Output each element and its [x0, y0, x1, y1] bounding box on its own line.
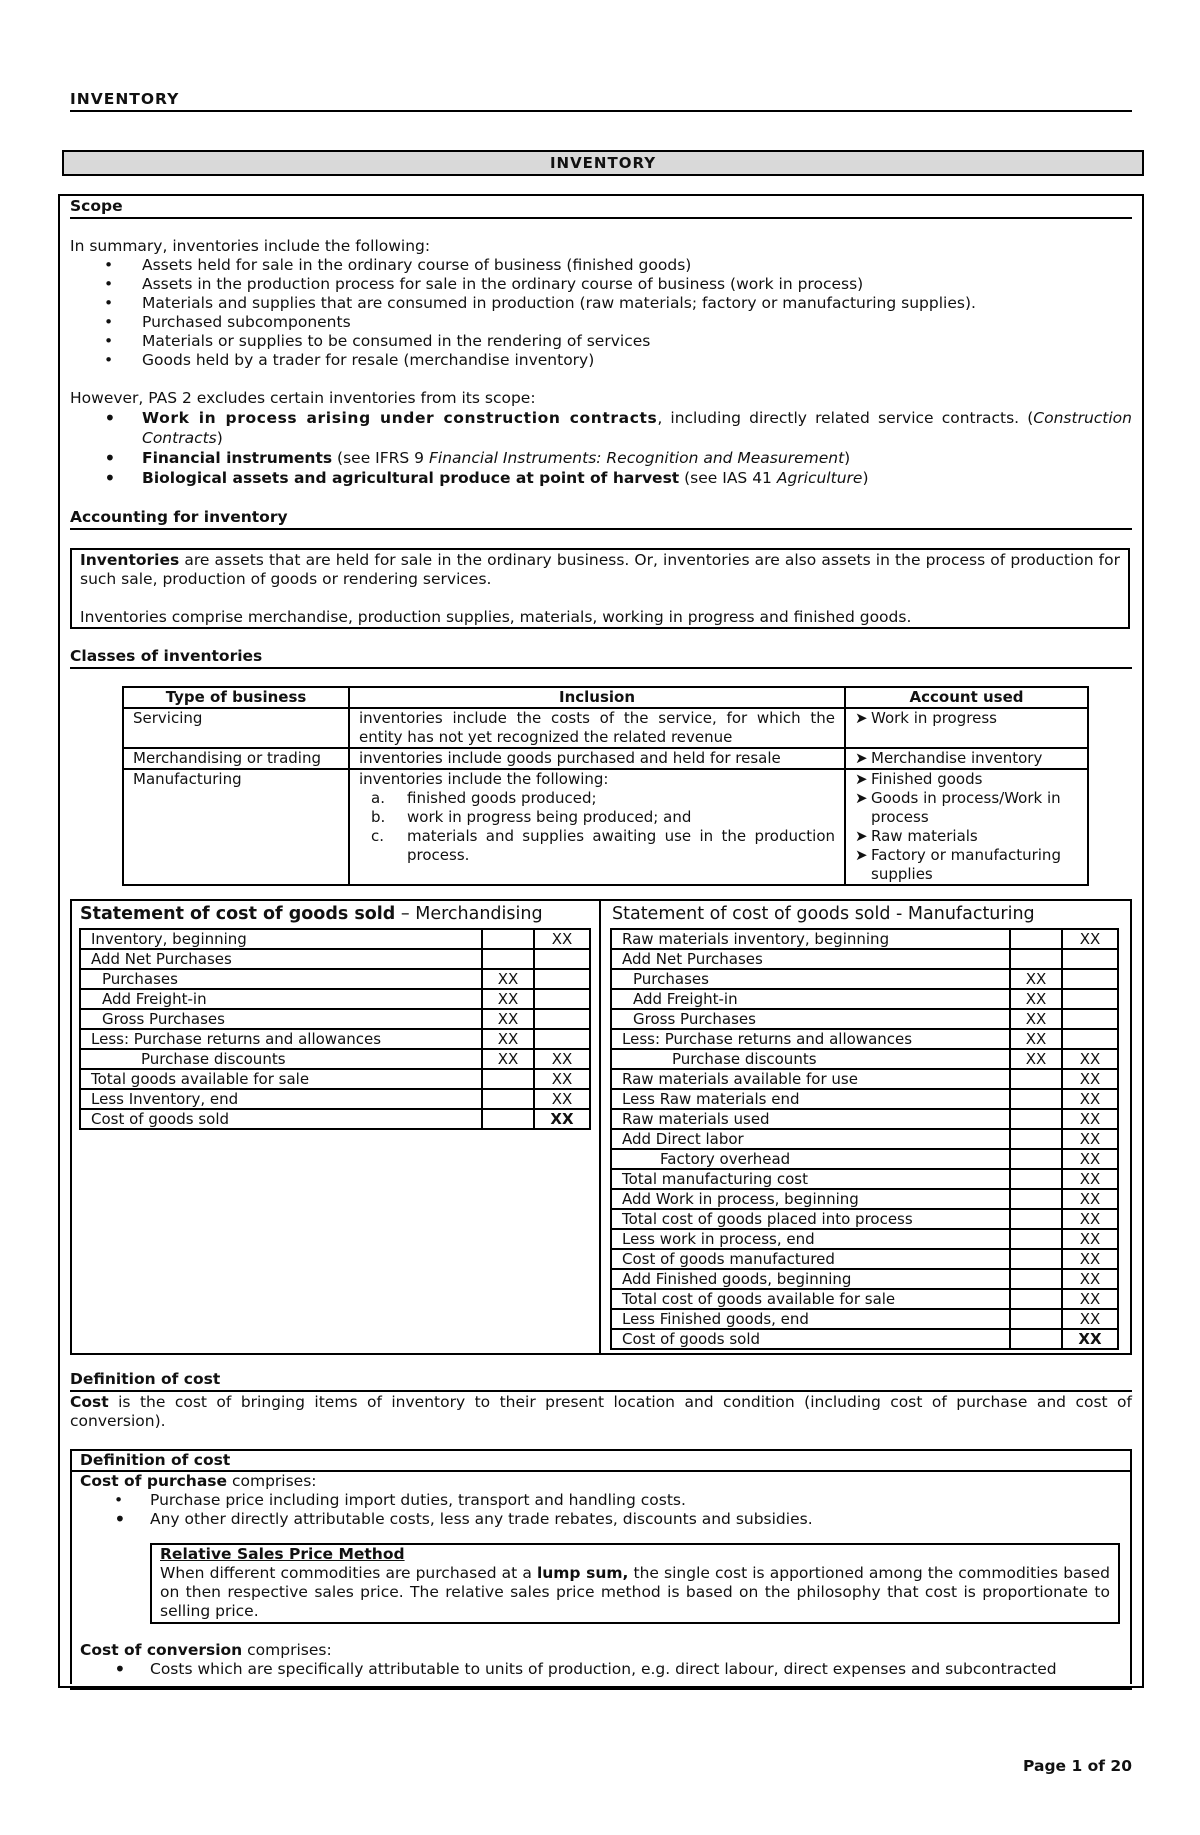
table-row: [80, 1069, 590, 1089]
total-cell: XX: [1062, 1129, 1118, 1149]
inclusion-list: [359, 789, 835, 865]
inclusion-cell: inventories include the costs of the service, for which the entity has not yet recognized the related revenue: [349, 708, 845, 748]
line-label: Cost of goods sold: [611, 1329, 1010, 1349]
amount-cell: XX: [482, 1009, 534, 1029]
cost-def-box-heading: Definition of cost: [72, 1451, 1130, 1472]
line-label: Raw materials used: [611, 1109, 1010, 1129]
classes-section: [70, 647, 1132, 669]
total-cell: XX: [1062, 1229, 1118, 1249]
type-cell: Servicing: [123, 708, 349, 748]
cost-def-heading: Definition of cost: [70, 1370, 221, 1388]
account-cell: ➤ Finished goods ➤ Goods in process/Work in process ➤ Raw materials ➤ Factory or manufacturing supplies: [845, 769, 1088, 885]
table-row: [611, 1249, 1118, 1269]
table-row: [611, 1109, 1118, 1129]
amount-cell: XX: [482, 1029, 534, 1049]
scope-intro: In summary, inventories include the following:: [70, 237, 431, 255]
line-label: Less Inventory, end: [80, 1089, 482, 1109]
bullet-icon: •: [104, 446, 116, 470]
line-label: Gross Purchases: [611, 1009, 1010, 1029]
amount-cell: XX: [1010, 1029, 1062, 1049]
type-cell: Manufacturing: [123, 769, 349, 885]
total-cell: XX: [1062, 1109, 1118, 1129]
table-row: [611, 1269, 1118, 1289]
column-header: Type of business: [123, 687, 349, 708]
table-row: [611, 969, 1118, 989]
line-label: Raw materials inventory, beginning: [611, 929, 1010, 949]
rsp-text: When different commodities are purchased at a lump sum, the single cost is apportioned among the commodities based on then respective sales price. The relative sales price method is based on the philosophy that cost is proportionate to selling price.: [160, 1564, 1110, 1620]
line-label: Add Freight-in: [80, 989, 482, 1009]
total-cell: [534, 1009, 590, 1029]
line-label: Add Net Purchases: [80, 949, 482, 969]
cost-def-section: [70, 1370, 1132, 1431]
table-row: [80, 1109, 590, 1129]
column-header: Account used: [845, 687, 1088, 708]
list-item: • Purchase price including import duties, transport and handling costs.: [114, 1491, 686, 1509]
table-row: [611, 929, 1118, 949]
amount-cell: XX: [1010, 969, 1062, 989]
accounting-rule: [70, 528, 1132, 530]
scope-exclusion-intro: However, PAS 2 excludes certain inventories from its scope:: [70, 389, 536, 407]
amount-cell: [482, 1089, 534, 1109]
amount-cell: [1010, 1269, 1062, 1289]
line-label: Cost of goods manufactured: [611, 1249, 1010, 1269]
cost-def-box: [70, 1449, 1132, 1684]
arrow-icon: ➤: [855, 770, 868, 788]
cogs-manuf-title: Statement of cost of goods sold - Manufacturing: [612, 904, 1035, 924]
conversion-list: [80, 1660, 1122, 1679]
line-label: Add Finished goods, beginning: [611, 1269, 1010, 1289]
table-row: [80, 1089, 590, 1109]
table-row: [80, 989, 590, 1009]
line-label: Gross Purchases: [80, 1009, 482, 1029]
page-title: INVENTORY: [62, 150, 1144, 176]
amount-cell: [482, 1109, 534, 1129]
list-item: • Financial instruments (see IFRS 9 Financial Instruments: Recognition and Measurement): [104, 446, 851, 470]
arrow-icon: ➤: [855, 846, 868, 864]
total-cell: XX: [1062, 1249, 1118, 1269]
amount-cell: [1010, 1089, 1062, 1109]
line-label: Less Finished goods, end: [611, 1309, 1010, 1329]
scope-heading: Scope: [70, 197, 123, 215]
list-item: • Any other directly attributable costs, less any trade rebates, discounts and subsidies.: [114, 1507, 813, 1531]
amount-cell: [1010, 1229, 1062, 1249]
amount-cell: [1010, 1329, 1062, 1349]
list-item: • Assets in the production process for sale in the ordinary course of business (work in process): [104, 275, 864, 293]
scope-exclusions-list: [70, 408, 1132, 488]
table-row: [611, 1029, 1118, 1049]
total-cell: XX: [534, 929, 590, 949]
table-row: [611, 949, 1118, 969]
type-cell: Merchandising or trading: [123, 748, 349, 769]
table-row: [123, 769, 1088, 885]
table-row: [611, 1309, 1118, 1329]
arrow-icon: ➤: [855, 827, 868, 845]
line-label: Inventory, beginning: [80, 929, 482, 949]
total-cell: [1062, 989, 1118, 1009]
account-cell: ➤ Work in progress: [845, 708, 1088, 748]
total-cell: XX: [1062, 1169, 1118, 1189]
list-item: b. work in progress being produced; and: [371, 808, 692, 826]
table-row: [611, 1189, 1118, 1209]
bullet-icon: •: [104, 275, 114, 293]
cogs-merch-title: Statement of cost of goods sold – Merchandising: [80, 904, 543, 924]
amount-cell: [1010, 1149, 1062, 1169]
line-label: Purchases: [611, 969, 1010, 989]
accounting-section: [70, 508, 1132, 530]
bullet-icon: •: [104, 332, 114, 350]
table-row: [611, 989, 1118, 1009]
table-row: [611, 1289, 1118, 1309]
total-cell: XX: [1062, 929, 1118, 949]
cost-of-purchase: Cost of purchase comprises:: [80, 1472, 317, 1490]
list-item: • Materials or supplies to be consumed in the rendering of services: [104, 332, 651, 350]
list-item: • Assets held for sale in the ordinary course of business (finished goods): [104, 256, 692, 274]
inventory-comprise: Inventories comprise merchandise, production supplies, materials, working in progress and finished goods.: [80, 608, 912, 626]
amount-cell: [1010, 1209, 1062, 1229]
list-item: • Biological assets and agricultural produce at point of harvest (see IAS 41 Agriculture): [104, 466, 869, 490]
classes-heading: Classes of inventories: [70, 647, 263, 665]
cost-def-rule: [70, 1390, 1132, 1392]
scope-rule: [70, 217, 1132, 219]
list-item: • Goods held by a trader for resale (merchandise inventory): [104, 351, 595, 369]
line-label: Factory overhead: [611, 1149, 1010, 1169]
line-label: Purchase discounts: [611, 1049, 1010, 1069]
line-label: Total cost of goods available for sale: [611, 1289, 1010, 1309]
rsp-heading: Relative Sales Price Method: [160, 1545, 405, 1563]
total-cell: XX: [534, 1069, 590, 1089]
bullet-icon: •: [104, 256, 114, 274]
cogs-merch-table: [79, 928, 591, 1130]
table-row: [611, 1209, 1118, 1229]
table-row: [80, 1049, 590, 1069]
amount-cell: [1010, 929, 1062, 949]
inventory-definition: Inventories are assets that are held for sale in the ordinary business. Or, inventories are also assets in the process of production for such sale, production of goods or rendering services.: [80, 551, 1120, 588]
table-row: [611, 1229, 1118, 1249]
amount-cell: XX: [482, 989, 534, 1009]
list-item: • Work in process arising under construction contracts, including directly related service contracts. (Construction Contracts): [104, 406, 1132, 447]
total-cell: [534, 969, 590, 989]
classes-table: [122, 686, 1089, 886]
line-label: Total cost of goods placed into process: [611, 1209, 1010, 1229]
line-label: Less: Purchase returns and allowances: [80, 1029, 482, 1049]
line-label: Purchases: [80, 969, 482, 989]
cogs-manuf-table: [610, 928, 1119, 1350]
total-cell: XX: [534, 1049, 590, 1069]
amount-cell: [482, 949, 534, 969]
amount-cell: [1010, 1109, 1062, 1129]
amount-cell: XX: [1010, 1009, 1062, 1029]
total-cell: XX: [534, 1089, 590, 1109]
line-label: Purchase discounts: [80, 1049, 482, 1069]
total-cell: [534, 1029, 590, 1049]
amount-cell: [482, 929, 534, 949]
cost-def-text: Cost is the cost of bringing items of inventory to their present location and condition (including cost of purchase and cost of conversion).: [70, 1393, 1132, 1430]
table-row: [123, 708, 1088, 748]
amount-cell: [1010, 1309, 1062, 1329]
table-row: [611, 1069, 1118, 1089]
scope-includes-list: [70, 256, 1132, 370]
total-cell: [1062, 1009, 1118, 1029]
bullet-icon: •: [104, 351, 114, 369]
total-cell: XX: [1062, 1269, 1118, 1289]
total-cell: [1062, 1029, 1118, 1049]
table-row: [123, 748, 1088, 769]
total-cell: XX: [1062, 1049, 1118, 1069]
line-label: Add Net Purchases: [611, 949, 1010, 969]
amount-cell: [1010, 1169, 1062, 1189]
total-cell: XX: [1062, 1309, 1118, 1329]
table-row: [611, 1149, 1118, 1169]
bullet-icon: •: [114, 1507, 126, 1531]
total-cell: [534, 989, 590, 1009]
amount-cell: [1010, 1289, 1062, 1309]
amount-cell: [1010, 1129, 1062, 1149]
bullet-icon: •: [104, 466, 116, 490]
amount-cell: XX: [1010, 989, 1062, 1009]
amount-cell: XX: [482, 969, 534, 989]
bullet-icon: •: [114, 1491, 124, 1509]
cost-of-conversion: Cost of conversion comprises:: [80, 1641, 332, 1659]
bullet-icon: •: [104, 294, 114, 312]
line-label: Total goods available for sale: [80, 1069, 482, 1089]
arrow-icon: ➤: [855, 749, 868, 767]
line-label: Less work in process, end: [611, 1229, 1010, 1249]
classes-rule: [70, 667, 1132, 669]
total-cell: XX: [1062, 1329, 1118, 1349]
amount-cell: XX: [1010, 1049, 1062, 1069]
header-rule: [70, 110, 1132, 112]
inclusion-cell: inventories include goods purchased and held for resale: [349, 748, 845, 769]
table-row: [80, 1029, 590, 1049]
arrow-icon: ➤: [855, 709, 868, 727]
rsp-box: [150, 1543, 1120, 1624]
total-cell: XX: [534, 1109, 590, 1129]
running-header: INVENTORY: [70, 90, 180, 108]
table-row: [80, 949, 590, 969]
table-header-row: [123, 687, 1088, 708]
line-label: Cost of goods sold: [80, 1109, 482, 1129]
list-item: c. materials and supplies awaiting use in the production process.: [371, 827, 835, 864]
line-label: Raw materials available for use: [611, 1069, 1010, 1089]
total-cell: XX: [1062, 1289, 1118, 1309]
list-item: • Purchased subcomponents: [104, 313, 351, 331]
bottom-rule: [70, 1688, 1132, 1690]
table-row: [611, 1089, 1118, 1109]
accounting-heading: Accounting for inventory: [70, 508, 288, 526]
bullet-icon: •: [104, 313, 114, 331]
table-row: [611, 1009, 1118, 1029]
total-cell: [1062, 949, 1118, 969]
inventory-definition-box: [70, 548, 1130, 629]
table-row: [80, 969, 590, 989]
bullet-icon: •: [114, 1660, 126, 1679]
line-label: Less: Purchase returns and allowances: [611, 1029, 1010, 1049]
line-label: Add Work in process, beginning: [611, 1189, 1010, 1209]
scope-section: [70, 197, 1132, 488]
table-row: [611, 1169, 1118, 1189]
purchase-list: [80, 1491, 1122, 1529]
line-label: Add Freight-in: [611, 989, 1010, 1009]
inclusion-cell: inventories include the following: a. finished goods produced; b. work in progress being produced; and c. materials and supplies awaiting use in the production process.: [349, 769, 845, 885]
line-label: Add Direct labor: [611, 1129, 1010, 1149]
column-header: Inclusion: [349, 687, 845, 708]
total-cell: XX: [1062, 1089, 1118, 1109]
table-row: [611, 1049, 1118, 1069]
amount-cell: [1010, 1249, 1062, 1269]
total-cell: XX: [1062, 1069, 1118, 1089]
table-row: [611, 1129, 1118, 1149]
table-row: [80, 1009, 590, 1029]
amount-cell: [1010, 1069, 1062, 1089]
arrow-icon: ➤: [855, 789, 868, 807]
list-item: • Materials and supplies that are consumed in production (raw materials; factory or manufacturing supplies).: [104, 294, 976, 312]
table-row: [80, 929, 590, 949]
bullet-icon: •: [104, 406, 116, 430]
line-label: Total manufacturing cost: [611, 1169, 1010, 1189]
total-cell: XX: [1062, 1209, 1118, 1229]
cogs-divider: [599, 899, 601, 1353]
line-label: Less Raw materials end: [611, 1089, 1010, 1109]
amount-cell: [482, 1069, 534, 1089]
total-cell: XX: [1062, 1149, 1118, 1169]
page-number: Page 1 of 20: [1023, 1757, 1132, 1775]
amount-cell: XX: [482, 1049, 534, 1069]
total-cell: [534, 949, 590, 969]
table-row: [611, 1329, 1118, 1349]
list-item: a. finished goods produced;: [371, 789, 597, 807]
total-cell: [1062, 969, 1118, 989]
account-cell: ➤ Merchandise inventory: [845, 748, 1088, 769]
amount-cell: [1010, 1189, 1062, 1209]
amount-cell: [1010, 949, 1062, 969]
list-item: • Costs which are specifically attributable to units of production, e.g. direct labour, direct expenses and subcontracted: [114, 1660, 1057, 1679]
total-cell: XX: [1062, 1189, 1118, 1209]
